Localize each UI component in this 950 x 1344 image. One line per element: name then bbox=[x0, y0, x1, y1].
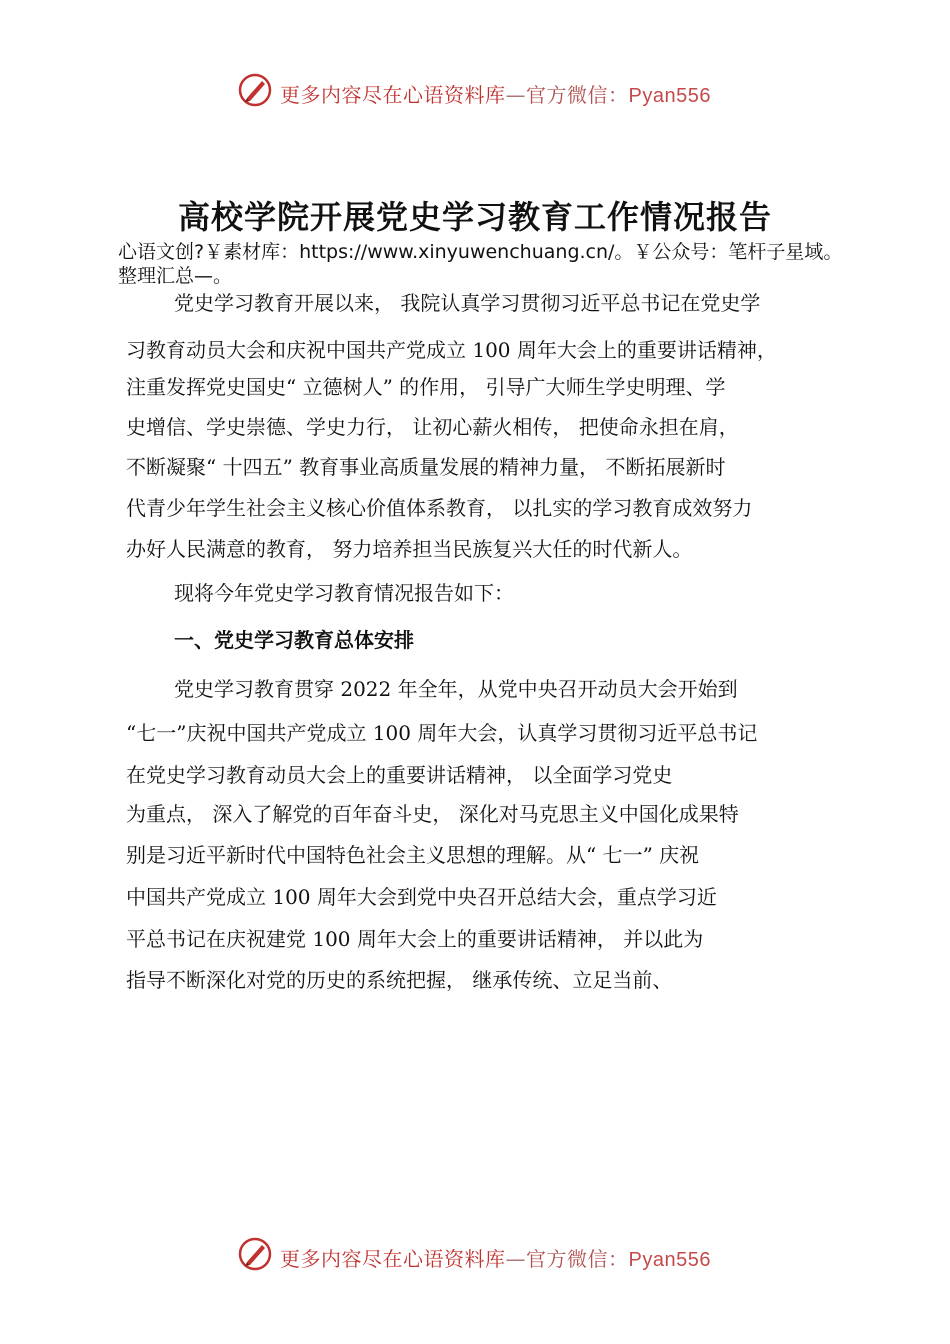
paragraph1-line: 党史学习教育开展以来， 我院认真学习贯彻习近平总书记在党史学 bbox=[174, 291, 761, 315]
paragraph3-line: 在党史学习教育动员大会上的重要讲话精神， 以全面学习党史 bbox=[126, 763, 673, 787]
header-banner bbox=[0, 70, 950, 110]
paragraph3-line: 为重点， 深入了解党的百年奋斗史， 深化对马克思主义中国化成果特 bbox=[126, 802, 739, 826]
paragraph3-line: 中国共产党成立 100 周年大会到党中央召开总结大会，重点学习近 bbox=[126, 885, 717, 909]
paragraph1-line: 注重发挥党史国史“ 立德树人” 的作用， 引导广大师生学史明理、学 bbox=[126, 375, 726, 399]
footer-banner bbox=[0, 1234, 950, 1274]
pen-logo-icon bbox=[237, 1236, 273, 1272]
banner-dash: — bbox=[505, 1247, 526, 1271]
paragraph1-line: 办好人民满意的教育， 努力培养担当民族复兴大任的时代新人。 bbox=[126, 537, 693, 561]
banner-main-text: 更多内容尽在心语资料库 bbox=[280, 83, 506, 107]
header-banner-text bbox=[280, 79, 711, 108]
paragraph3-line: “七一”庆祝中国共产党成立 100 周年大会，认真学习贯彻习近平总书记 bbox=[126, 721, 758, 745]
banner-wechat-id: Pyan556 bbox=[628, 1249, 711, 1271]
source-note: 心语文创?￥素材库：https://www.xinyuwenchuang.cn/。￥公众号：笔杆子星域。整理汇总—。 bbox=[118, 241, 843, 287]
paragraph3-line: 平总书记在庆祝建党 100 周年大会上的重要讲话精神， 并以此为 bbox=[126, 927, 704, 951]
paragraph1-line: 习教育动员大会和庆祝中国共产党成立 100 周年大会上的重要讲话精神， bbox=[126, 338, 777, 362]
banner-wechat-label: 官方微信： bbox=[526, 83, 629, 107]
footer-banner-text bbox=[280, 1243, 711, 1272]
paragraph3-line: 指导不断深化对党的历史的系统把握， 继承传统、立足当前、 bbox=[126, 968, 673, 992]
paragraph1-line: 史增信、学史崇德、学史力行， 让初心薪火相传， 把使命永担在肩， bbox=[126, 415, 739, 439]
banner-main-text: 更多内容尽在心语资料库 bbox=[280, 1247, 506, 1271]
banner-wechat-label: 官方微信： bbox=[526, 1247, 629, 1271]
document-title: 高校学院开展党史学习教育工作情况报告 bbox=[177, 198, 772, 236]
paragraph3-line: 别是习近平新时代中国特色社会主义思想的理解。从“ 七一” 庆祝 bbox=[126, 843, 700, 867]
paragraph2: 现将今年党史学习教育情况报告如下： bbox=[174, 581, 514, 605]
banner-wechat-id: Pyan556 bbox=[628, 85, 711, 107]
paragraph3-line: 党史学习教育贯穿 2022 年全年，从党中央召开动员大会开始到 bbox=[174, 677, 738, 701]
paragraph1-line: 代青少年学生社会主义核心价值体系教育， 以扎实的学习教育成效努力 bbox=[126, 496, 753, 520]
banner-dash: — bbox=[505, 83, 526, 107]
pen-logo-icon bbox=[237, 72, 273, 108]
paragraph1-line: 不断凝聚“ 十四五” 教育事业高质量发展的精神力量， 不断拓展新时 bbox=[126, 455, 726, 479]
section1-heading: 一、党史学习教育总体安排 bbox=[174, 628, 414, 652]
